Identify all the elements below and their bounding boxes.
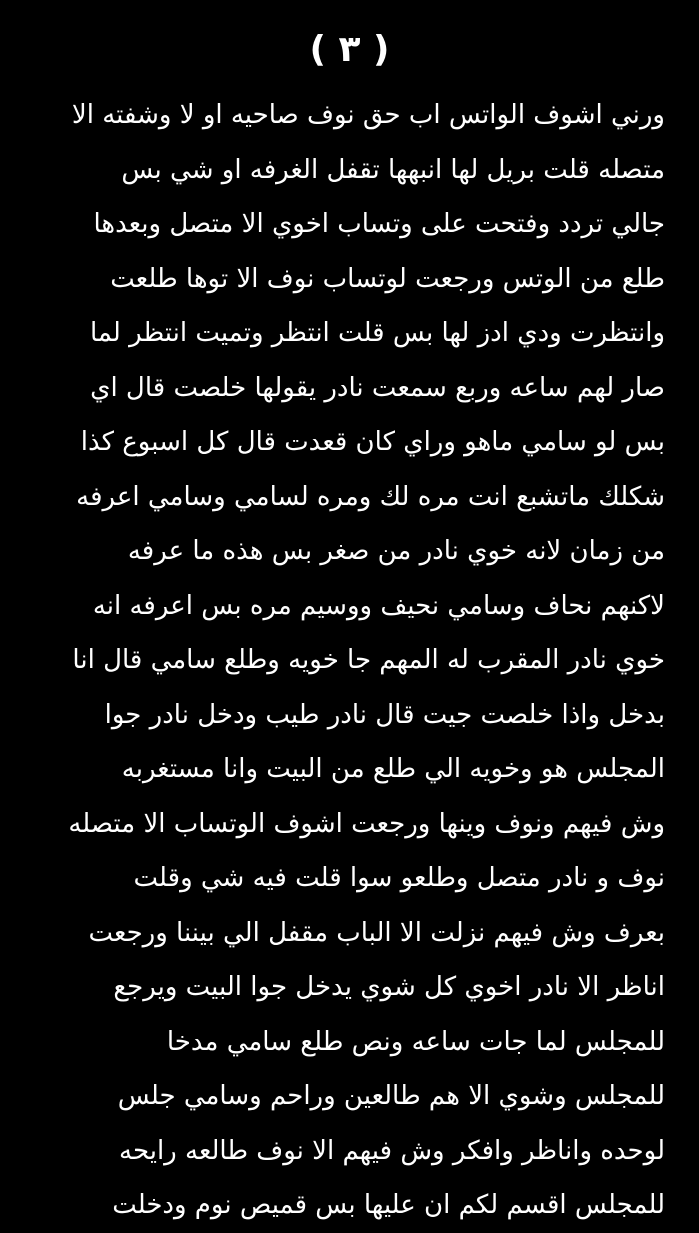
text-line: لاكنهم نحاف وسامي نحيف ووسيم مره بس اعرفه انه (92, 590, 665, 621)
text-line: نوف و نادر متصل وطلعو سوا قلت فيه شي وقلت (133, 863, 665, 893)
text-line: متصله قلت بريل لها انبهها تقفل الغرفه او شي بس (121, 154, 665, 185)
story-text (40, 88, 665, 1233)
text-line: جالي تردد وفتحت على وتساب اخوي الا متصل وبعدها (93, 209, 665, 239)
text-line: من زمان لانه خوي نادر من صغر بس هذه ما عرفه (127, 536, 665, 566)
text-line: طلع من الوتس ورجعت لوتساب نوف الا توها طلعت (110, 263, 665, 294)
text-line: بعرف وش فيهم نزلت الا الباب مقفل الي بيننا ورجعت (88, 917, 665, 948)
text-line: بس لو سامي ماهو وراي كان قعدت قال كل اسبوع كذا (80, 427, 665, 457)
text-line: شكلك ماتشبع انت مره لك ومره لسامي وسامي اعرفه (76, 481, 665, 512)
text-line: للمجلس وشوي الا هم طالعين وراحم وسامي جلس (117, 1081, 665, 1111)
text-line: بدخل واذا خلصت جيت قال نادر طيب ودخل نادر جوا (104, 699, 665, 730)
text-line: اناظر الا نادر اخوي كل شوي يدخل جوا البيت ويرجع (113, 972, 665, 1002)
text-line: المجلس هو وخويه الي طلع من البيت وانا مستغربه (121, 754, 665, 784)
text-line: للمجلس اقسم لكم ان عليها بس قميص نوم ودخلت (112, 1190, 665, 1220)
text-line: للمجلس لما جات ساعه ونص طلع سامي مدخا (166, 1026, 665, 1057)
text-line: صار لهم ساعه وربع سمعت نادر يقولها خلصت قال اي (90, 372, 665, 403)
chapter-number: ( ٣ ) (309, 29, 390, 70)
text-line: خوي نادر المقرب له المهم جا خويه وطلع سامي قال انا (72, 645, 665, 675)
text-line: وش فيهم ونوف وينها ورجعت اشوف الوتساب الا متصله (68, 808, 665, 839)
text-line: لوحده واناظر وافكر وش فيهم الا نوف طالعه رايحه (119, 1135, 665, 1166)
text-line: ورني اشوف الواتس اب حق نوف صاحيه او لا وشفته الا (71, 100, 665, 130)
text-line: وانتظرت ودي ادز لها بس قلت انتظر وتميت انتظر لما (89, 318, 665, 348)
